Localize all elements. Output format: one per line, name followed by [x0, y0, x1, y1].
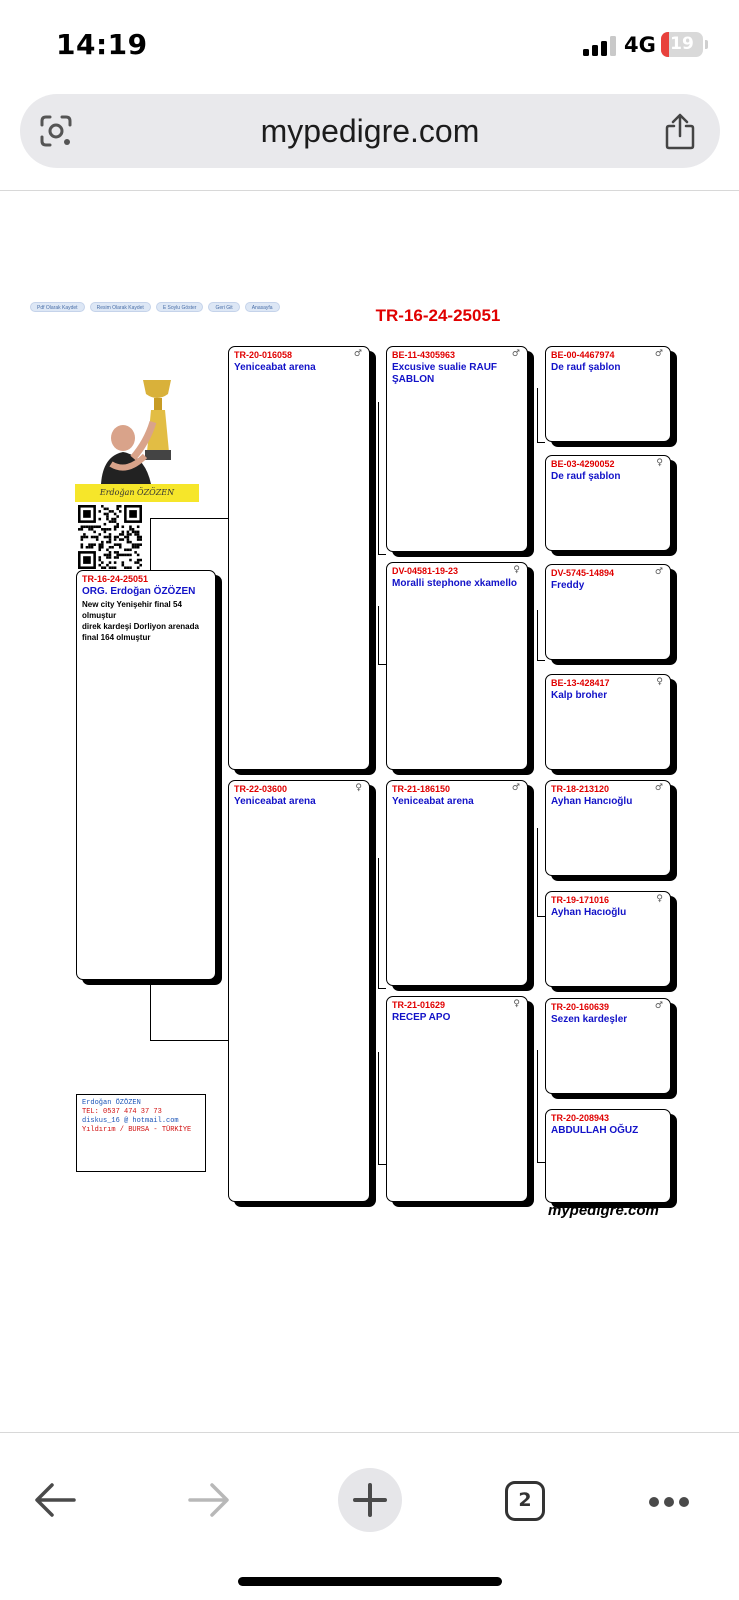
parent-name: Yeniceabat arena: [234, 796, 316, 807]
great-grandparent-card-2[interactable]: [545, 455, 671, 551]
grandparent-ring-code: DV-04581-19-23: [392, 566, 459, 576]
grandparent-card-1[interactable]: [386, 346, 528, 552]
nav-links: [30, 302, 280, 312]
great-grandparent-ring-code: TR-19-171016: [551, 895, 610, 905]
connector-line: [537, 828, 538, 916]
grandparent-card-3[interactable]: [386, 780, 528, 986]
home-indicator: [238, 1577, 502, 1586]
subject-note-line: direk kardeşi Dorliyon arenada: [82, 622, 199, 631]
brand-watermark: mypedigre.com: [548, 1202, 659, 1219]
go-back-link[interactable]: Geri Git: [208, 302, 239, 312]
great-grandparent-name: De rauf şablon: [551, 471, 621, 482]
connector-line: [150, 980, 151, 1040]
pedigree-page: [30, 292, 739, 1242]
google-lens-icon[interactable]: [39, 114, 73, 148]
great-grandparent-name: Ayhan Hacıoğlu: [551, 907, 627, 918]
address-bar[interactable]: [20, 94, 720, 168]
status-time: 14:19: [56, 28, 148, 61]
great-grandparent-ring-code: BE-03-4290052: [551, 459, 615, 469]
tab-count: 2: [518, 1489, 532, 1511]
parent-ring-code: TR-22-03600: [234, 784, 288, 794]
forward-arrow-icon[interactable]: [188, 1482, 230, 1518]
contact-email[interactable]: diskus_16 @ hotmail.com: [82, 1117, 179, 1125]
male-icon: ♂: [511, 349, 520, 359]
great-grandparent-card-3[interactable]: [545, 564, 671, 660]
great-grandparent-name: Freddy: [551, 580, 585, 591]
connector-line: [378, 554, 386, 555]
new-tab-button[interactable]: [338, 1468, 402, 1532]
connector-line: [150, 518, 230, 519]
male-icon: ♂: [654, 1001, 663, 1011]
cellular-signal-icon: [583, 36, 617, 56]
grandparent-name: Moralli stephone xkamello: [392, 578, 518, 589]
grandparent-name: Yeniceabat arena: [392, 796, 474, 807]
grandparent-ring-code: TR-21-01629: [392, 1000, 446, 1010]
connector-line: [537, 1162, 545, 1163]
connector-line: [537, 1050, 538, 1162]
great-grandparent-ring-code: TR-20-208943: [551, 1113, 610, 1123]
male-icon: ♂: [654, 567, 663, 577]
connector-line: [537, 660, 545, 661]
grandparent-card-2[interactable]: [386, 562, 528, 770]
owner-photo-label: Erdoğan ÖZÖZEN: [75, 484, 199, 502]
save-image-link[interactable]: Resim Olarak Kaydet: [90, 302, 151, 312]
show-e-pedigree-link[interactable]: E Soylu Göster: [156, 302, 204, 312]
toolbar-divider: [0, 190, 739, 191]
connector-line: [378, 606, 379, 664]
female-icon: ♀: [656, 894, 663, 904]
back-arrow-icon[interactable]: [34, 1482, 76, 1518]
subject-note-line: New city Yenişehir final 54: [82, 600, 182, 609]
great-grandparent-card-8[interactable]: [545, 1109, 671, 1203]
subject-notes: [82, 599, 209, 643]
connector-line: [378, 1052, 379, 1164]
female-icon: ♀: [513, 999, 520, 1009]
connector-line: [537, 442, 545, 443]
owner-contact-box: [76, 1094, 206, 1172]
great-grandparent-card-5[interactable]: [545, 780, 671, 876]
great-grandparent-ring-code: BE-00-4467974: [551, 350, 615, 360]
great-grandparent-name: Ayhan Hancıoğlu: [551, 796, 633, 807]
homepage-link[interactable]: Anasayfa: [245, 302, 280, 312]
great-grandparent-ring-code: BE-13-428417: [551, 678, 610, 688]
grandparent-ring-code: TR-21-186150: [392, 784, 451, 794]
male-icon: ♂: [654, 349, 663, 359]
connector-line: [537, 916, 545, 917]
tab-switcher-button[interactable]: [505, 1481, 545, 1521]
battery-percent: 19: [670, 34, 694, 54]
great-grandparent-ring-code: DV-5745-14894: [551, 568, 615, 578]
contact-phone[interactable]: TEL: 0537 474 37 73: [82, 1108, 162, 1116]
female-icon: ♀: [656, 458, 663, 468]
share-icon[interactable]: [664, 112, 696, 150]
great-grandparent-card-6[interactable]: [545, 891, 671, 987]
battery-icon: [661, 32, 703, 57]
network-type: 4G: [624, 33, 656, 57]
parent-card-dam[interactable]: [228, 780, 370, 1202]
parent-card-sire[interactable]: [228, 346, 370, 770]
great-grandparent-card-7[interactable]: [545, 998, 671, 1094]
great-grandparent-ring-code: TR-18-213120: [551, 784, 610, 794]
contact-city: Yıldırım / BURSA - TÜRKİYE: [82, 1126, 192, 1134]
url-text[interactable]: mypedigre.com: [260, 113, 480, 149]
more-dots-icon[interactable]: [648, 1496, 690, 1508]
great-grandparent-ring-code: TR-20-160639: [551, 1002, 610, 1012]
parent-ring-code: TR-20-016058: [234, 350, 293, 360]
subject-ring-code: TR-16-24-25051: [82, 574, 149, 584]
great-grandparent-card-4[interactable]: [545, 674, 671, 770]
connector-line: [537, 610, 538, 660]
great-grandparent-name: Kalp broher: [551, 690, 608, 701]
great-grandparent-card-1[interactable]: [545, 346, 671, 442]
male-icon: ♂: [353, 349, 362, 359]
grandparent-name: Excusive sualie RAUF ŞABLON: [392, 362, 498, 385]
male-icon: ♂: [654, 783, 663, 793]
owner-photo: [75, 380, 199, 502]
connector-line: [378, 858, 379, 988]
female-icon: ♀: [355, 783, 362, 793]
plus-icon: [338, 1468, 402, 1532]
qr-code-image[interactable]: [78, 505, 142, 569]
parent-name: Yeniceabat arena: [234, 362, 316, 373]
connector-line: [150, 1040, 230, 1041]
grandparent-ring-code: BE-11-4305963: [392, 350, 456, 360]
subject-note-line: final 164 olmuştur: [82, 633, 151, 642]
male-icon: ♂: [511, 783, 520, 793]
female-icon: ♀: [656, 677, 663, 687]
connector-line: [378, 402, 379, 554]
connector-line: [150, 518, 151, 570]
page-title-code: TR-16-24-25051: [375, 306, 501, 325]
contact-name: Erdoğan ÖZÖZEN: [82, 1099, 141, 1107]
trophy-photo-image: [75, 380, 199, 484]
connector-line: [378, 664, 386, 665]
connector-line: [378, 1164, 386, 1165]
bottom-toolbar-divider: [0, 1432, 739, 1433]
subject-card[interactable]: [76, 570, 216, 980]
great-grandparent-name: De rauf şablon: [551, 362, 621, 373]
great-grandparent-name: Sezen kardeşler: [551, 1014, 628, 1025]
great-grandparent-name: ABDULLAH OĞUZ: [551, 1125, 639, 1136]
grandparent-name: RECEP APO: [392, 1012, 451, 1023]
battery-tip: [705, 40, 708, 49]
female-icon: ♀: [513, 565, 520, 575]
save-pdf-link[interactable]: Pdf Olarak Kaydet: [30, 302, 85, 312]
connector-line: [537, 388, 538, 442]
subject-name: ORG. Erdoğan ÖZÖZEN: [82, 586, 196, 597]
grandparent-card-4[interactable]: [386, 996, 528, 1202]
subject-note-line: olmuştur: [82, 611, 117, 620]
connector-line: [378, 988, 386, 989]
